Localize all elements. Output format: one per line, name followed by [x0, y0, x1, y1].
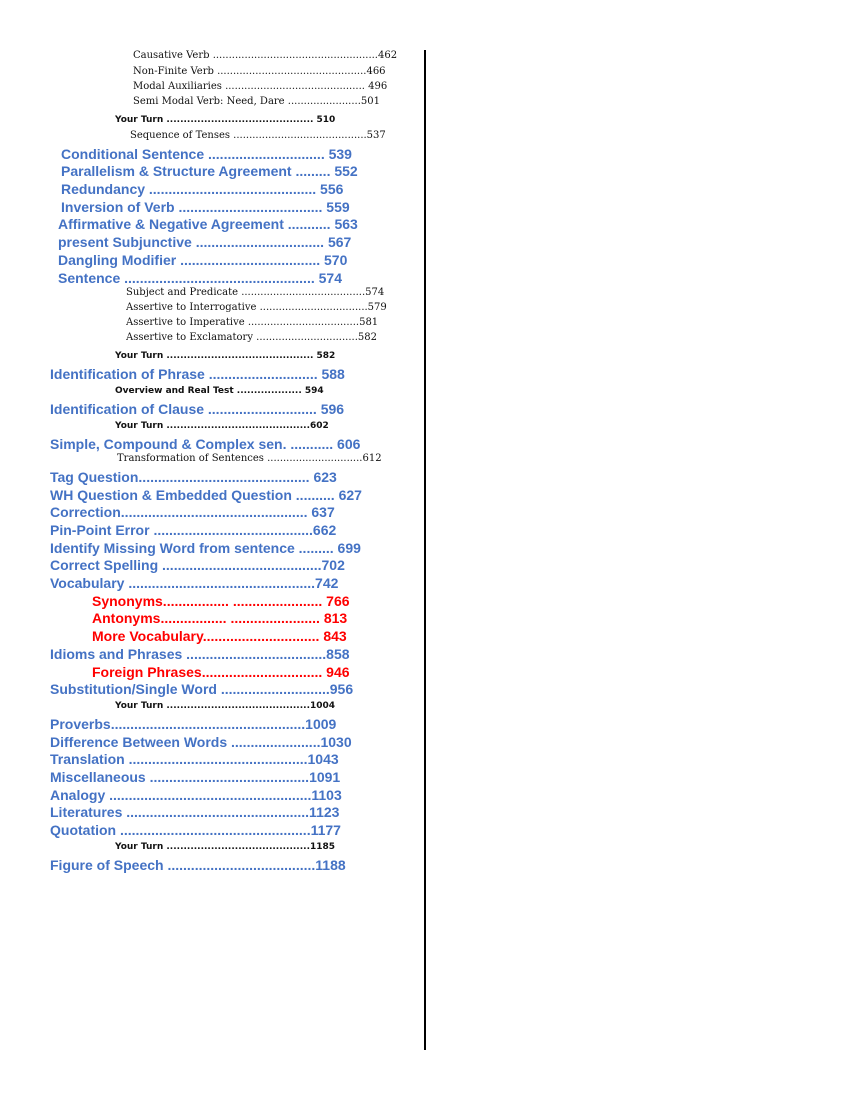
toc-entry-substitution: Substitution/Single Word ............................956	[50, 681, 354, 697]
toc-entry-figure-of-speech: Figure of Speech ......................................1188	[50, 857, 346, 873]
toc-entry-vocabulary: Vocabulary ................................................742	[50, 575, 339, 591]
toc-entry-missing-word: Identify Missing Word from sentence ......... 699	[50, 540, 361, 556]
toc-entry-subject-predicate: Subject and Predicate .......................................574	[126, 287, 385, 298]
toc-entry-literatures: Literatures ...............................................1123	[50, 804, 340, 820]
toc-entry-parallelism: Parallelism & Structure Agreement ......... 552	[61, 163, 358, 179]
toc-entry-simple-compound-complex: Simple, Compound & Complex sen. ........... 606	[50, 436, 361, 452]
toc-entry-proverbs: Proverbs..................................................1009	[50, 716, 337, 732]
toc-entry-your-turn: Your Turn ..........................................1004	[115, 701, 336, 711]
toc-entry-assertive-exclamatory: Assertive to Exclamatory ................................582	[126, 332, 377, 343]
toc-entry-identification-of-clause: Identification of Clause ............................ 596	[50, 401, 345, 417]
toc-entry-tag-question: Tag Question............................................ 623	[50, 469, 337, 485]
toc-entry-affirmative-negative: Affirmative & Negative Agreement ........... 563	[58, 216, 358, 232]
toc-entry-redundancy: Redundancy ........................................... 556	[61, 181, 344, 197]
column-divider	[424, 50, 426, 1050]
toc-entry-causative-verb: Causative Verb ....................................................462	[133, 50, 398, 61]
toc-entry-sentence: Sentence ................................................. 574	[58, 270, 342, 286]
toc-entry-your-turn: Your Turn ..........................................602	[115, 421, 329, 431]
toc-entry-overview-real-test: Overview and Real Test ................... 594	[115, 386, 324, 396]
toc-entry-your-turn: Your Turn ........................................... 510	[115, 115, 336, 125]
toc-entry-correct-spelling: Correct Spelling .........................................702	[50, 557, 345, 573]
toc-entry-transformation: Transformation of Sentences ..............................612	[117, 453, 382, 464]
toc-entry-wh-question: WH Question & Embedded Question .......... 627	[50, 487, 362, 503]
toc-entry-pin-point-error: Pin-Point Error .........................................662	[50, 522, 337, 538]
toc-entry-your-turn: Your Turn ..........................................1185	[115, 842, 336, 852]
toc-entry-dangling-modifier: Dangling Modifier .................................... 570	[58, 252, 348, 268]
toc-entry-synonyms: Synonyms................. ....................... 766	[92, 593, 350, 609]
toc-entry-your-turn: Your Turn ........................................... 582	[115, 351, 336, 361]
toc-entry-correction: Correction................................................ 637	[50, 504, 335, 520]
toc-entry-identification-of-phrase: Identification of Phrase ............................ 588	[50, 366, 345, 382]
toc-entry-present-subjunctive: present Subjunctive ................................. 567	[58, 234, 352, 250]
toc-entry-conditional-sentence: Conditional Sentence .............................. 539	[61, 146, 352, 162]
toc-entry-antonyms: Antonyms................. ....................... 813	[92, 610, 348, 626]
toc-entry-miscellaneous: Miscellaneous .........................................1091	[50, 769, 341, 785]
toc-entry-foreign-phrases: Foreign Phrases............................... 946	[92, 664, 350, 680]
toc-entry-non-finite-verb: Non-Finite Verb ...............................................466	[133, 66, 386, 77]
toc-entry-assertive-interrogative: Assertive to Interrogative ..................................579	[126, 302, 387, 313]
toc-entry-difference-between-words: Difference Between Words .......................1030	[50, 734, 352, 750]
toc-entry-sequence-of-tenses: Sequence of Tenses ..........................................537	[130, 130, 386, 141]
toc-entry-semi-modal-verb: Semi Modal Verb: Need, Dare .......................501	[133, 96, 380, 107]
toc-entry-translation: Translation ..............................................1043	[50, 751, 339, 767]
toc-entry-quotation: Quotation .................................................1177	[50, 822, 341, 838]
toc-entry-modal-auxiliaries: Modal Auxiliaries ............................................ 496	[133, 81, 388, 92]
toc-entry-idioms-phrases: Idioms and Phrases ....................................858	[50, 646, 350, 662]
toc-entry-assertive-imperative: Assertive to Imperative ...................................581	[126, 317, 379, 328]
toc-entry-inversion-of-verb: Inversion of Verb ..................................... 559	[61, 199, 350, 215]
toc-entry-more-vocabulary: More Vocabulary.............................. 843	[92, 628, 347, 644]
toc-entry-analogy: Analogy ....................................................1103	[50, 787, 342, 803]
